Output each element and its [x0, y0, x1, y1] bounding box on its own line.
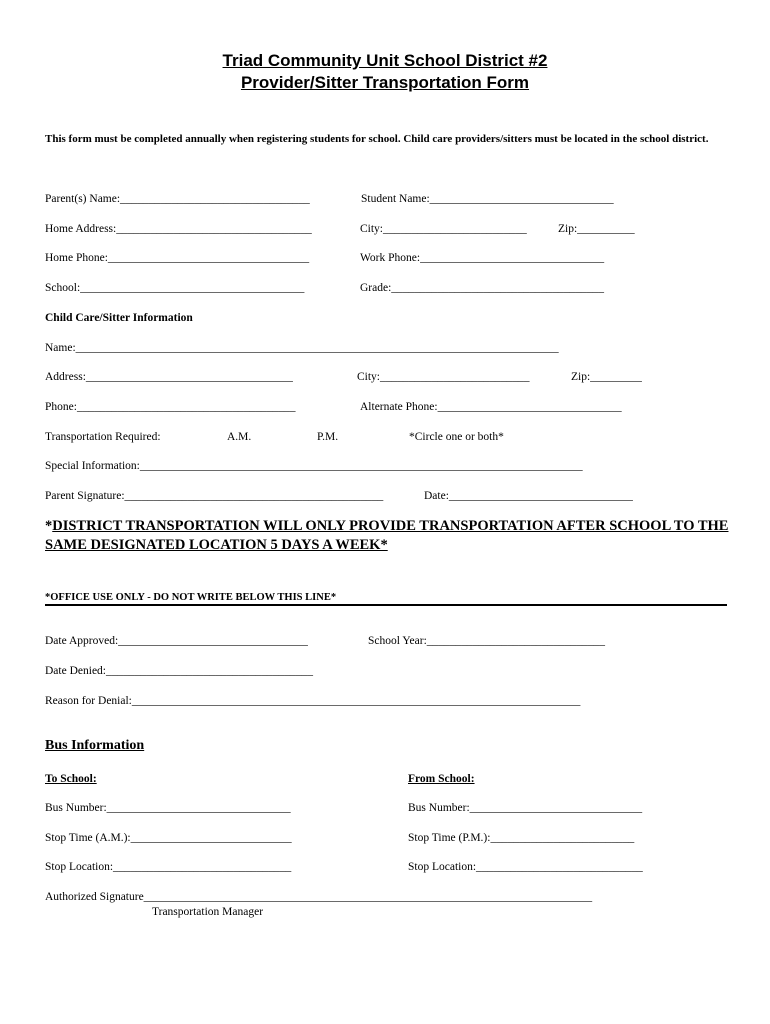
bus-number-to-field[interactable]: Bus Number:________________________________ [45, 802, 291, 814]
parent-name-field[interactable]: Parent(s) Name:_________________________________ [45, 193, 310, 205]
sitter-section-heading: Child Care/Sitter Information [45, 312, 193, 324]
sitter-phone-field[interactable]: Phone:______________________________________ [45, 401, 296, 413]
date-approved-field[interactable]: Date Approved:_________________________________ [45, 635, 308, 647]
intro-text: This form must be completed annually when registering students for school. Child care providers/sitters must be located in the school district. [45, 133, 709, 145]
page-subtitle: Provider/Sitter Transportation Form [240, 73, 530, 92]
transportation-manager-label: Transportation Manager [152, 906, 264, 918]
pm-option[interactable]: P.M. [317, 431, 339, 443]
special-information-field[interactable]: Special Information:_____________________________________________________________________________ [45, 460, 583, 472]
page-title: Triad Community Unit School District #2 [222, 51, 548, 70]
home-address-field[interactable]: Home Address:__________________________________ [45, 223, 312, 235]
transportation-required-label: Transportation Required: [45, 431, 161, 443]
date-denied-field[interactable]: Date Denied:____________________________________ [45, 665, 313, 677]
transportation-notice [45, 517, 735, 555]
date-field[interactable]: Date:________________________________ [424, 490, 633, 502]
am-option[interactable]: A.M. [227, 431, 252, 443]
notice-asterisk: * [45, 518, 53, 534]
bus-information-heading: Bus Information [45, 738, 145, 753]
zip-field[interactable]: Zip:__________ [558, 223, 635, 235]
work-phone-field[interactable]: Work Phone:________________________________ [360, 252, 605, 264]
city-field[interactable]: City:_________________________ [360, 223, 527, 235]
bus-number-from-field[interactable]: Bus Number:______________________________ [408, 802, 643, 814]
office-divider [45, 604, 727, 606]
stop-location-from-field[interactable]: Stop Location:_____________________________ [408, 861, 643, 873]
stop-location-to-field[interactable]: Stop Location:_______________________________ [45, 861, 292, 873]
student-name-field[interactable]: Student Name:________________________________ [361, 193, 614, 205]
sitter-zip-field[interactable]: Zip:_________ [571, 371, 642, 383]
notice-text: DISTRICT TRANSPORTATION WILL ONLY PROVIDE TRANSPORTATION AFTER SCHOOL TO THE SAME DESIGNATED LOCATION 5 DAYS A WEEK* [45, 518, 729, 553]
sitter-alternate-phone-field[interactable]: Alternate Phone:________________________________ [360, 401, 622, 413]
circle-note: *Circle one or both* [409, 431, 504, 443]
sitter-address-field[interactable]: Address:____________________________________ [45, 371, 293, 383]
grade-field[interactable]: Grade:_____________________________________ [360, 282, 605, 294]
to-school-heading: To School: [45, 773, 97, 785]
stop-time-pm-field[interactable]: Stop Time (P.M.):_________________________ [408, 832, 635, 844]
school-field[interactable]: School:_______________________________________ [45, 282, 305, 294]
sitter-name-field[interactable]: Name:____________________________________________________________________________________ [45, 342, 559, 354]
school-year-field[interactable]: School Year:_______________________________ [368, 635, 606, 647]
stop-time-am-field[interactable]: Stop Time (A.M.):____________________________ [45, 832, 292, 844]
from-school-heading: From School: [408, 773, 475, 785]
authorized-signature-field[interactable]: Authorized Signature______________________________________________________________________________ [45, 891, 593, 903]
office-use-label: *OFFICE USE ONLY - DO NOT WRITE BELOW THIS LINE* [45, 592, 337, 603]
reason-for-denial-field[interactable]: Reason for Denial:______________________________________________________________________________ [45, 695, 581, 707]
home-phone-field[interactable]: Home Phone:___________________________________ [45, 252, 310, 264]
parent-signature-field[interactable]: Parent Signature:_____________________________________________ [45, 490, 384, 502]
sitter-city-field[interactable]: City:__________________________ [357, 371, 530, 383]
